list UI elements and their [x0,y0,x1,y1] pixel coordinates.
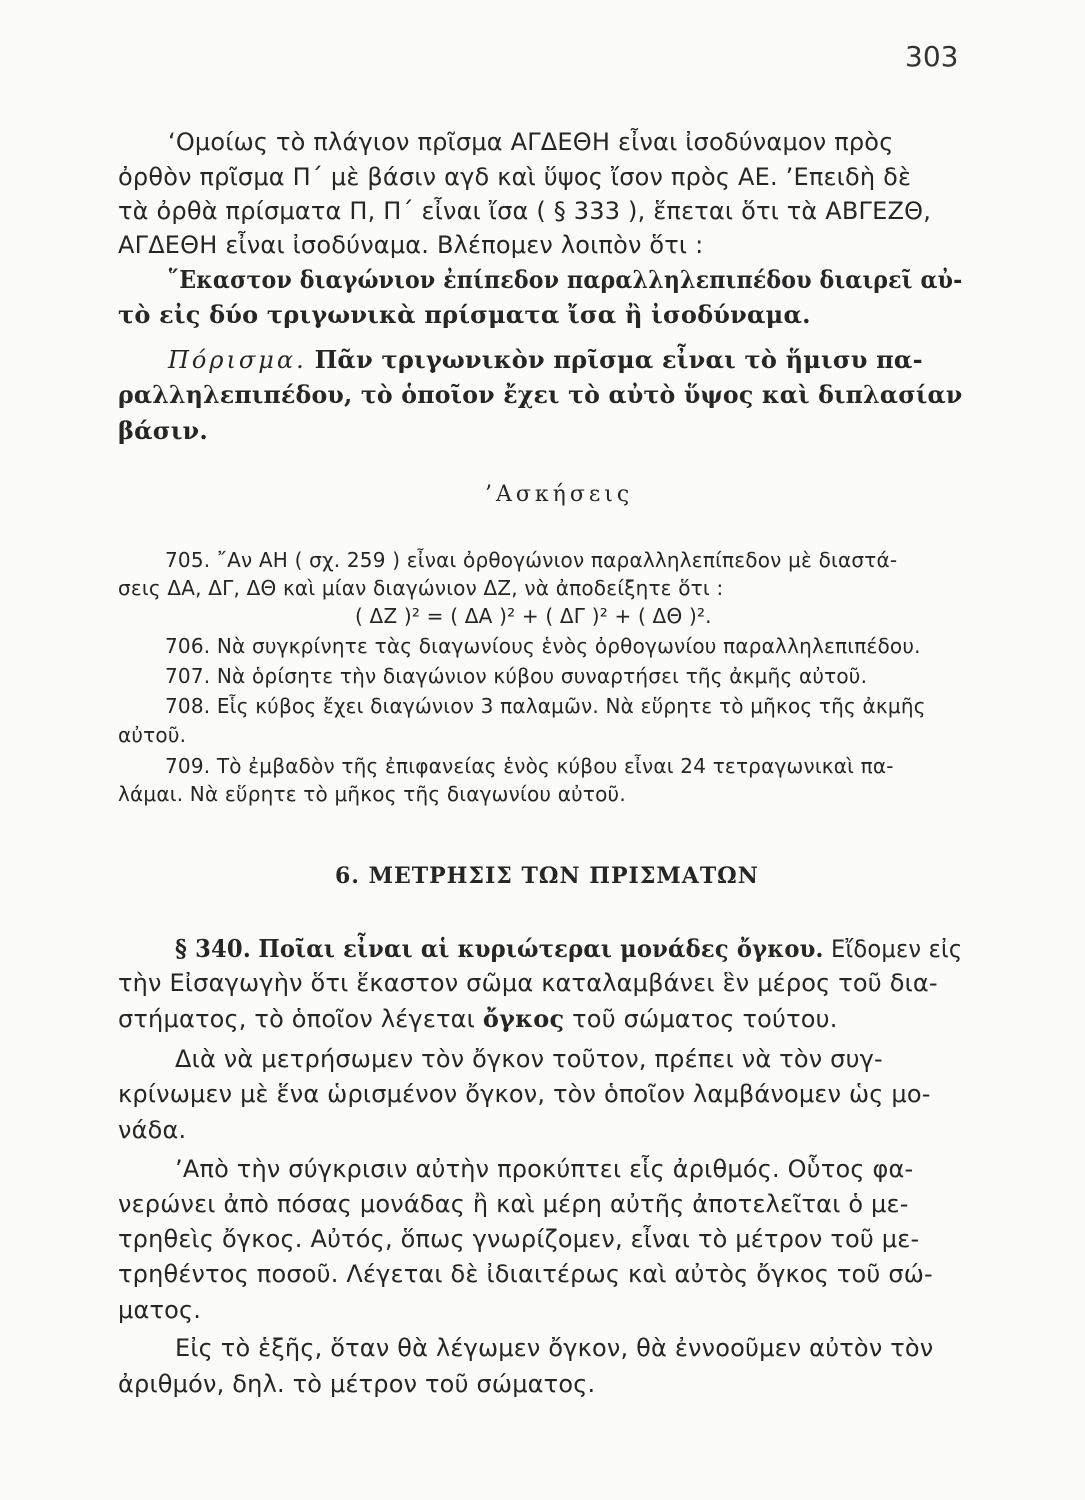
section-p4-line-2: ἀριθμόν, δηλ. τὸ μέτρον τοῦ σώματος. [118,1370,596,1398]
theorem-line-1: ῞Εκαστον διαγώνιον ἐπίπεδον παραλληλεπιπέδου διαιρεῖ αὐ- [168,265,963,294]
section-p3-line-4: τρηθέντος ποσοῦ. Λέγεται δὲ ἰδιαιτέρως καὶ αὐτὸς ὄγκος τοῦ σώ- [118,1260,933,1288]
intro-line-1: ‘Ομοίως τὸ πλάγιον πρῖσμα ΑΓΔΕΘΗ εἶναι ἰσοδύναμον πρὸς [168,128,894,156]
page-number: 303 [905,40,959,73]
intro-line-3: τὰ ὀρθὰ πρίσματα Π, Π΄ εἶναι ἴσα ( § 333 ), ἕπεται ὅτι τὰ ΑΒΓΕΖΘ, [118,197,932,225]
section-p1-line-1 [175,934,962,963]
section-heading: 6. ΜΕΤΡΗΣΙΣ ΤΩΝ ΠΡΙΣΜΑΤΩΝ [335,863,759,889]
exercise-705-line-2: σεις ΔΑ, ΔΓ, ΔΘ καὶ μίαν διαγώνιον ΔΖ, νὰ ἀποδείξητε ὅτι : [118,576,724,600]
corollary-line-3: βάσιν. [118,416,208,445]
section-p3-line-3: τρηθεὶς ὄγκος. Αὐτός, ὅπως γνωρίζομεν, εἶναι τὸ μέτρον τοῦ με- [118,1225,920,1253]
section-p2-line-1: Διὰ νὰ μετρήσωμεν τὸν ὄγκον τοῦτον, πρέπει νὰ τὸν συγ- [175,1045,883,1073]
exercise-707: 707. Νὰ ὁρίσητε τὴν διαγώνιον κύβου συναρτήσει τῆς ἀκμῆς αὐτοῦ. [165,664,868,688]
section-p1-line-2: τὴν Εἰσαγωγὴν ὅτι ἕκαστον σῶμα καταλαμβάνει ἓν μέρος τοῦ δια- [118,969,938,997]
corollary-line-2: ραλληλεπιπέδου, τὸ ὁποῖον ἔχει τὸ αὐτὸ ὕψος καὶ διπλασίαν [118,380,963,409]
section-p3-line-1: ’Απὸ τὴν σύγκρισιν αὐτὴν προκύπτει εἷς ἀριθμός. Οὗτος φα- [175,1155,914,1183]
section-p1-line-3-a: στήματος, τὸ ὁποῖον λέγεται [118,1005,475,1033]
corollary-line-1 [168,345,923,374]
exercise-709-line-2: λάμαι. Νὰ εὕρητε τὸ μῆκος τῆς διαγωνίου αὐτοῦ. [118,782,626,806]
section-p4-line-1: Εἰς τὸ ἑξῆς, ὅταν θὰ λέγωμεν ὄγκον, θὰ ἐννοοῦμεν αὐτὸν τὸν [175,1334,934,1362]
section-p2-line-3: νάδα. [118,1116,187,1144]
intro-line-2: ὀρθὸν πρῖσμα Π΄ μὲ βάσιν αγδ καὶ ὕψος ἴσον πρὸς ΑΕ. ’Επειδὴ δὲ [118,163,912,191]
corollary-line-1-text: Πᾶν τριγωνικὸν πρῖσμα εἶναι τὸ ἥμισυ πα- [314,345,923,374]
exercise-708-line-2: αὐτοῦ. [118,723,187,747]
section-number: § 340. [175,934,251,963]
exercise-708-line-1: 708. Εἷς κύβος ἔχει διαγώνιον 3 παλαμῶν. Νὰ εὕρητε τὸ μῆκος τῆς ἀκμῆς [165,694,926,718]
exercise-706: 706. Νὰ συγκρίνητε τὰς διαγωνίους ἑνὸς ὀρθογωνίου παραλληλεπιπέδου. [165,634,921,658]
term-ogkos: ὄγκος [482,1004,565,1033]
section-p1-line-3-b: τοῦ σώματος τούτου. [572,1005,838,1033]
section-p3-line-2: νερώνει ἀπὸ πόσας μονάδας ἢ καὶ μέρη αὐτῆς ἀποτελεῖται ὁ με- [118,1190,909,1218]
exercise-705-formula: ( ΔΖ )² = ( ΔΑ )² + ( ΔΓ )² + ( ΔΘ )². [355,604,712,628]
exercises-title: ’Ασκήσεις [485,482,634,507]
exercise-709-line-1: 709. Τὸ ἐμβαδὸν τῆς ἐπιφανείας ἑνὸς κύβου εἶναι 24 τετραγωνικαὶ πα- [165,754,894,778]
corollary-label: Πόρισμα. [168,346,307,374]
section-p1-line-3 [118,1004,838,1033]
section-title: Ποῖαι εἶναι αἱ κυριώτεραι μονάδες ὄγκου. [258,934,824,963]
section-p1-line-1-text: Εἴδομεν εἰς [831,935,963,963]
exercise-705-line-1: 705. ῎Αν ΑΗ ( σχ. 259 ) εἶναι ὀρθογώνιον παραλληλεπίπεδον μὲ διαστά- [165,548,898,572]
section-p2-line-2: κρίνωμεν μὲ ἕνα ὡρισμένον ὄγκον, τὸν ὁποῖον λαμβάνομεν ὡς μο- [118,1080,931,1108]
theorem-line-2: τὸ εἰς δύο τριγωνικὰ πρίσματα ἴσα ἢ ἰσοδύναμα. [118,300,811,329]
intro-line-4: ΑΓΔΕΘΗ εἶναι ἰσοδύναμα. Βλέπομεν λοιπὸν ὅτι : [118,231,704,259]
section-p3-line-5: ματος. [118,1296,202,1324]
